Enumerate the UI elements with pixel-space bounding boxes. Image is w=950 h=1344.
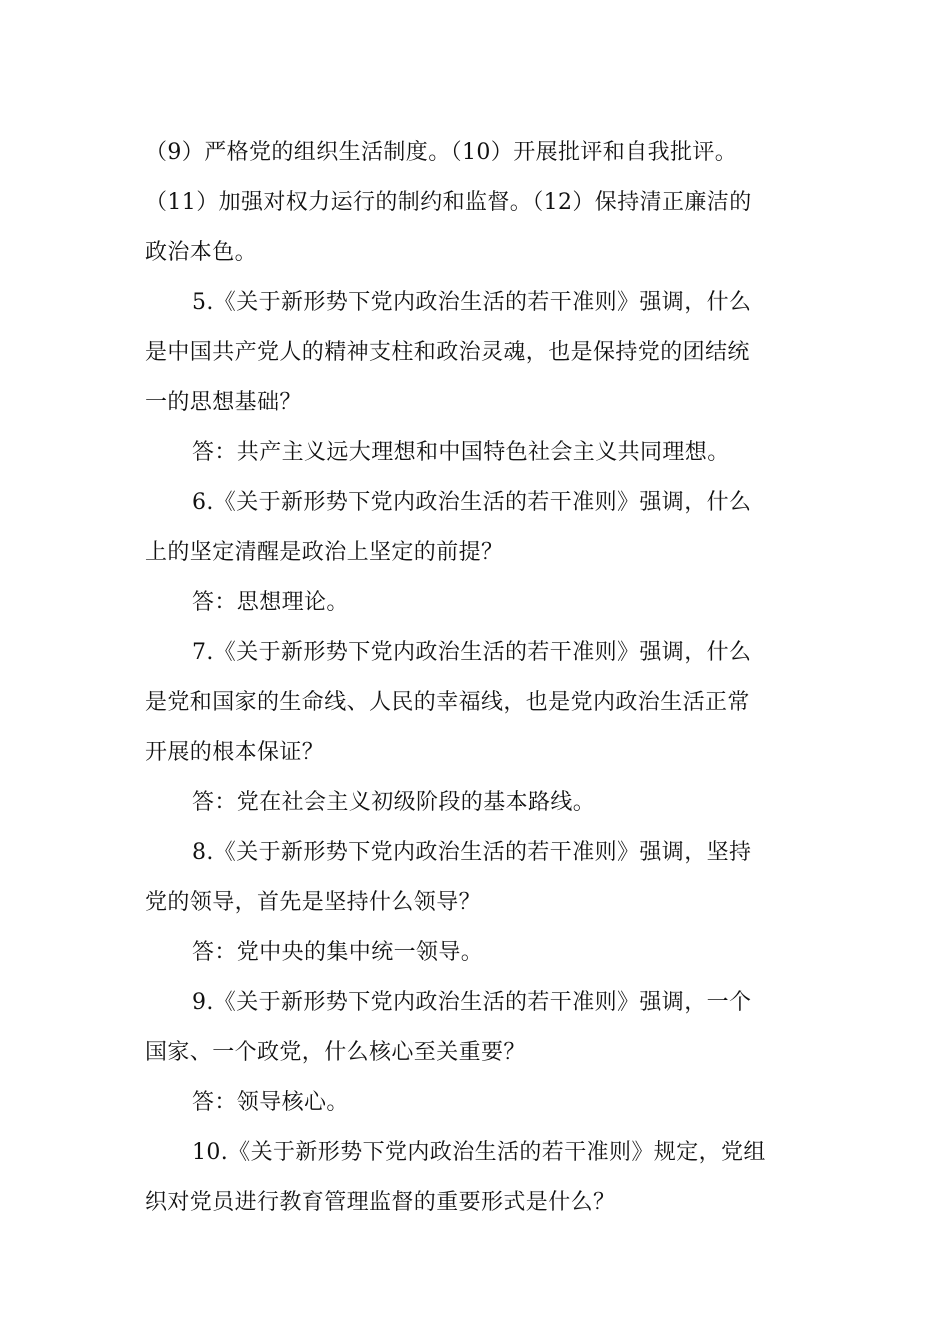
question-7-line: 开展的根本保证？ (145, 740, 325, 765)
question-7-line: 7.《关于新形势下党内政治生活的若干准则》强调，什么 (192, 640, 752, 665)
text-line: （11）加强对权力运行的制约和监督。（12）保持清正廉洁的 (145, 190, 752, 215)
question-10-line: 10.《关于新形势下党内政治生活的若干准则》规定，党组 (192, 1140, 766, 1165)
question-8-line: 党的领导，首先是坚持什么领导？ (145, 890, 482, 915)
answer-7: 答：党在社会主义初级阶段的基本路线。 (192, 790, 596, 815)
text-line: 政治本色。 (145, 240, 258, 265)
question-5-line: 5.《关于新形势下党内政治生活的若干准则》强调，什么 (192, 290, 752, 315)
question-9-line: 9.《关于新形势下党内政治生活的若干准则》强调，一个 (192, 990, 752, 1015)
question-9-line: 国家、一个政党，什么核心至关重要？ (145, 1040, 526, 1065)
question-8-line: 8.《关于新形势下党内政治生活的若干准则》强调，坚持 (192, 840, 752, 865)
question-7-line: 是党和国家的生命线、人民的幸福线，也是党内政治生活正常 (145, 690, 750, 715)
answer-6: 答：思想理论。 (192, 590, 349, 615)
question-5-line: 一的思想基础？ (145, 390, 302, 415)
text-line: （9）严格党的组织生活制度。（10）开展批评和自我批评。 (145, 140, 738, 165)
answer-5: 答：共产主义远大理想和中国特色社会主义共同理想。 (192, 440, 730, 465)
question-6-line: 上的坚定清醒是政治上坚定的前提？ (145, 540, 504, 565)
answer-8: 答：党中央的集中统一领导。 (192, 940, 484, 965)
question-10-line: 织对党员进行教育管理监督的重要形式是什么？ (145, 1190, 616, 1215)
question-5-line: 是中国共产党人的精神支柱和政治灵魂，也是保持党的团结统 (145, 340, 750, 365)
document-body (145, 128, 807, 1228)
answer-9: 答：领导核心。 (192, 1090, 349, 1115)
question-6-line: 6.《关于新形势下党内政治生活的若干准则》强调，什么 (192, 490, 752, 515)
